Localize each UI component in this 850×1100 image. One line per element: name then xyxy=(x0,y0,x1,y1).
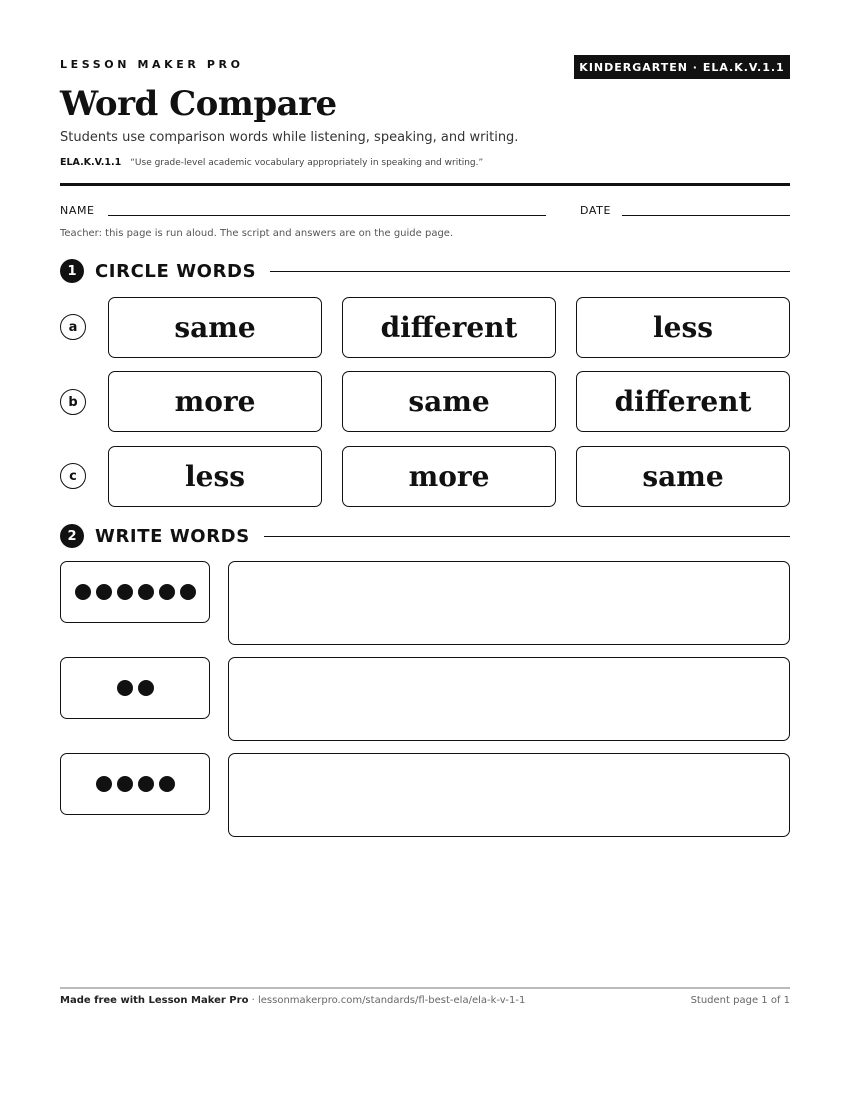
date-field[interactable] xyxy=(622,215,790,216)
name-label: NAME xyxy=(60,204,95,217)
section-number: 2 xyxy=(60,524,84,548)
dot-count-box xyxy=(60,657,210,719)
section-rule xyxy=(264,536,790,537)
footer-made-with: Made free with Lesson Maker Pro xyxy=(60,995,249,1006)
write-answer-box[interactable] xyxy=(228,753,790,837)
count-dot xyxy=(117,680,133,696)
name-field[interactable] xyxy=(108,215,546,216)
footer-divider xyxy=(60,987,790,989)
count-dot xyxy=(159,776,175,792)
dot-count-box xyxy=(60,561,210,623)
section-number: 1 xyxy=(60,259,84,283)
count-dot xyxy=(180,584,196,600)
section-2-header xyxy=(60,524,790,548)
write-answer-box[interactable] xyxy=(228,561,790,645)
section-1-header xyxy=(60,259,790,283)
word-choice[interactable]: same xyxy=(342,371,556,432)
row-letter-a: a xyxy=(60,314,86,340)
count-dot xyxy=(138,680,154,696)
section-title: CIRCLE WORDS xyxy=(95,260,257,282)
count-dot xyxy=(117,584,133,600)
count-dot xyxy=(138,776,154,792)
word-choice[interactable]: different xyxy=(342,297,556,358)
count-dot xyxy=(117,776,133,792)
section-rule xyxy=(270,271,790,272)
standard-code: ELA.K.V.1.1 xyxy=(60,157,122,168)
word-choice[interactable]: more xyxy=(108,371,322,432)
header-divider xyxy=(60,183,790,186)
write-answer-box[interactable] xyxy=(228,657,790,741)
footer-credit xyxy=(60,995,525,1006)
footer-url[interactable]: · lessonmakerpro.com/standards/fl-best-ela/ela-k-v-1-1 xyxy=(248,995,526,1006)
word-choice[interactable]: same xyxy=(108,297,322,358)
word-choice[interactable]: different xyxy=(576,371,790,432)
section-title: WRITE WORDS xyxy=(95,525,250,547)
brand-name: LESSON MAKER PRO xyxy=(60,58,244,71)
word-choice[interactable]: more xyxy=(342,446,556,507)
row-letter-b: b xyxy=(60,389,86,415)
word-choice[interactable]: same xyxy=(576,446,790,507)
count-dot xyxy=(96,776,112,792)
page-subtitle: Students use comparison words while listening, speaking, and writing. xyxy=(60,130,519,145)
row-letter-c: c xyxy=(60,463,86,489)
standard-line xyxy=(60,157,483,168)
count-dot xyxy=(75,584,91,600)
count-dot xyxy=(138,584,154,600)
standard-quote: “Use grade-level academic vocabulary appropriately in speaking and writing.” xyxy=(130,158,484,168)
count-dot xyxy=(159,584,175,600)
date-label: DATE xyxy=(580,204,612,217)
page-title: Word Compare xyxy=(60,84,337,124)
footer-page-label: Student page 1 of 1 xyxy=(690,995,790,1006)
teacher-note: Teacher: this page is run aloud. The script and answers are on the guide page. xyxy=(60,228,454,239)
grade-badge: KINDERGARTEN · ELA.K.V.1.1 xyxy=(574,55,790,79)
word-choice[interactable]: less xyxy=(108,446,322,507)
word-choice[interactable]: less xyxy=(576,297,790,358)
count-dot xyxy=(96,584,112,600)
dot-count-box xyxy=(60,753,210,815)
